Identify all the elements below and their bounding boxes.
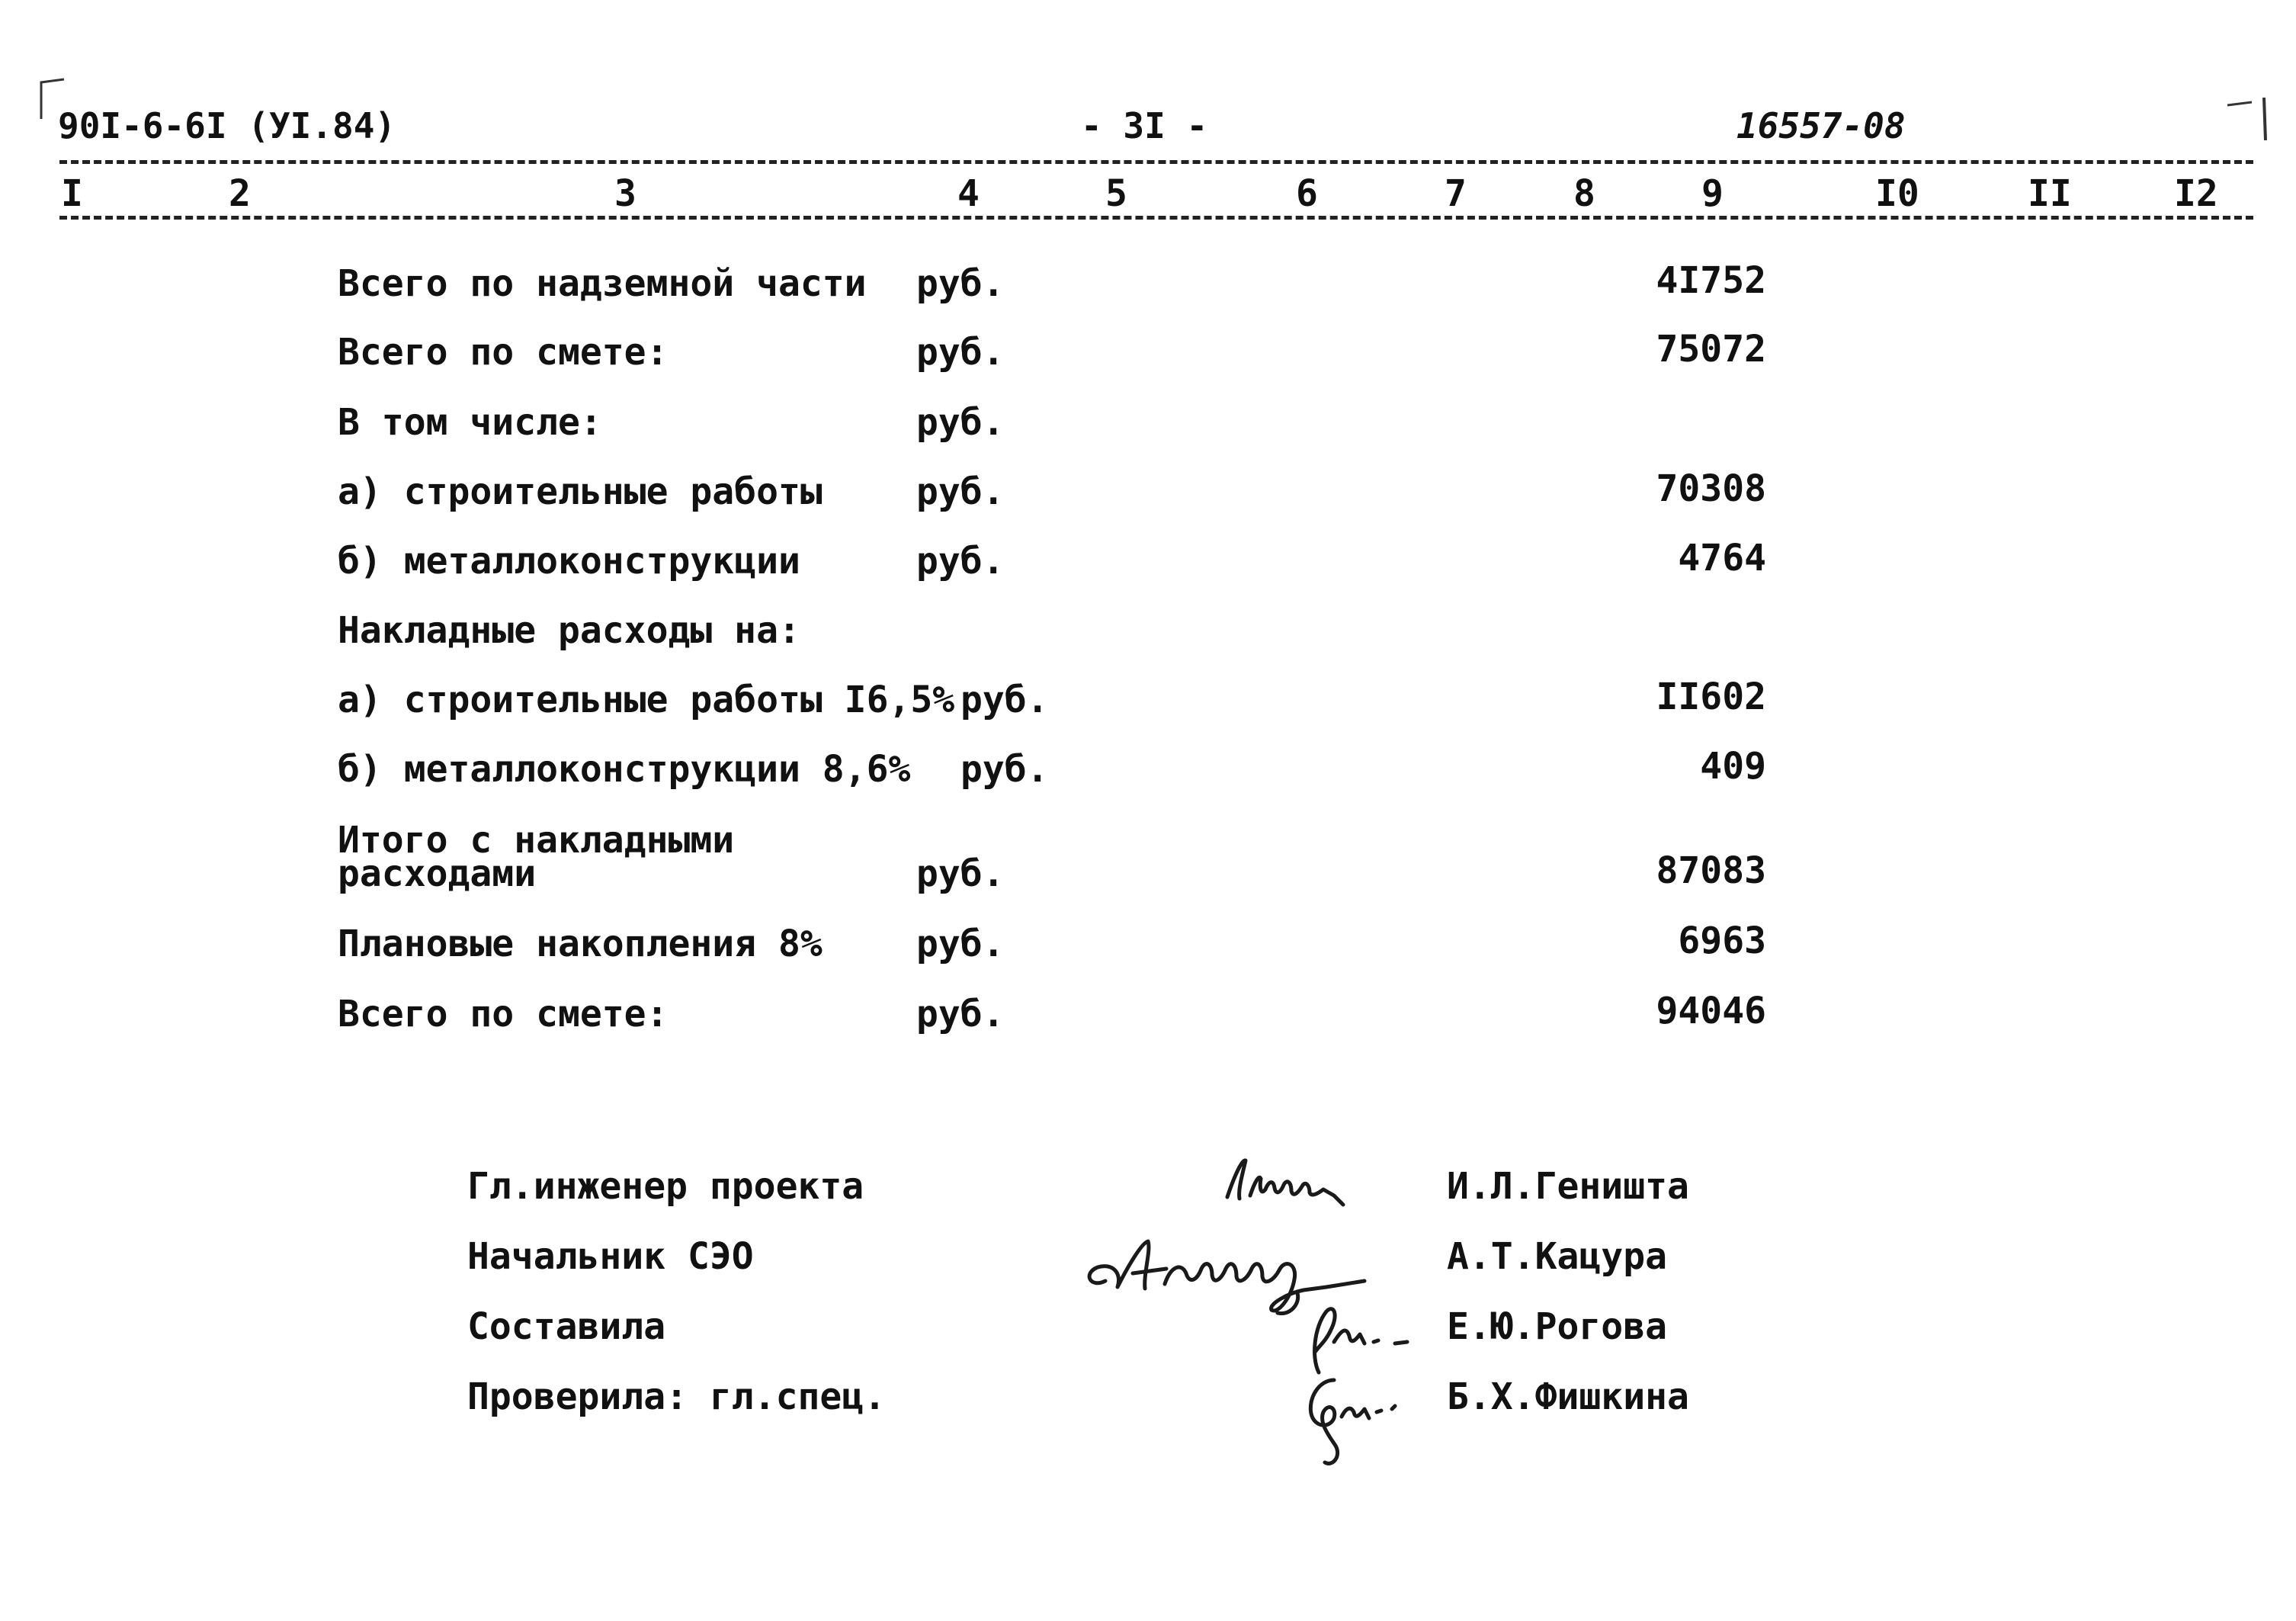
corner-mark-top-right bbox=[2226, 95, 2272, 148]
row-unit: руб. bbox=[916, 401, 1005, 444]
column-number-3: 3 bbox=[614, 172, 637, 215]
row-label: В том числе: bbox=[338, 401, 602, 444]
archive-number: 16557-08 bbox=[1736, 105, 1906, 146]
column-number-7: 7 bbox=[1445, 172, 1467, 215]
row-unit: руб. bbox=[916, 331, 1005, 374]
column-number-11: II bbox=[2028, 172, 2072, 215]
row-unit: руб. bbox=[960, 748, 1049, 791]
row-label: а) строительные работы bbox=[338, 470, 823, 513]
row-value: 4I752 bbox=[1656, 259, 1766, 302]
row-value: 87083 bbox=[1656, 849, 1766, 892]
column-number-4: 4 bbox=[957, 172, 980, 215]
row-label: а) строительные работы I6,5% bbox=[338, 679, 955, 721]
handwritten-signature-4 bbox=[1288, 1365, 1425, 1472]
document-code: 90I-6-6I (УI.84) bbox=[58, 105, 396, 146]
row-value: 70308 bbox=[1656, 467, 1766, 510]
page-number: - 3I - bbox=[1081, 105, 1208, 146]
row-value: 4764 bbox=[1678, 537, 1766, 579]
row-unit: руб. bbox=[960, 679, 1049, 721]
column-number-5: 5 bbox=[1105, 172, 1127, 215]
column-number-12: I2 bbox=[2174, 172, 2218, 215]
row-value: 409 bbox=[1700, 745, 1766, 788]
row-unit: руб. bbox=[916, 262, 1005, 305]
header-rule-bottom bbox=[59, 216, 2253, 220]
row-label: Накладные расходы на: bbox=[338, 609, 800, 652]
column-number-8: 8 bbox=[1573, 172, 1595, 215]
signature-role: Гл.инженер проекта bbox=[467, 1165, 864, 1208]
column-number-9: 9 bbox=[1701, 172, 1724, 215]
row-label: б) металлоконструкции bbox=[338, 540, 800, 583]
row-label: Всего по смете: bbox=[338, 331, 669, 374]
row-label-line2: расходами bbox=[338, 852, 537, 895]
row-value: 94046 bbox=[1656, 990, 1766, 1032]
row-value: II602 bbox=[1656, 676, 1766, 718]
signature-name: И.Л.Геништа bbox=[1447, 1165, 1689, 1208]
column-number-1: I bbox=[61, 172, 83, 215]
handwritten-signature-1 bbox=[1212, 1151, 1403, 1220]
row-label: Всего по смете: bbox=[338, 993, 669, 1035]
signature-role: Составила bbox=[467, 1305, 666, 1348]
row-label: Итого с накладными bbox=[338, 819, 735, 862]
row-unit: руб. bbox=[916, 540, 1005, 583]
row-unit: руб. bbox=[916, 852, 1005, 895]
column-number-6: 6 bbox=[1296, 172, 1318, 215]
signature-name: Е.Ю.Рогова bbox=[1447, 1305, 1667, 1348]
row-value: 6963 bbox=[1678, 920, 1766, 962]
row-unit: руб. bbox=[916, 470, 1005, 513]
row-unit: руб. bbox=[916, 923, 1005, 965]
column-number-10: I0 bbox=[1875, 172, 1919, 215]
row-unit: руб. bbox=[916, 993, 1005, 1035]
row-label: Плановые накопления 8% bbox=[338, 923, 823, 965]
row-label: б) металлоконструкции 8,6% bbox=[338, 748, 911, 791]
signature-name: А.Т.Кацура bbox=[1447, 1235, 1667, 1278]
column-number-2: 2 bbox=[229, 172, 251, 215]
signature-name: Б.Х.Фишкина bbox=[1447, 1375, 1689, 1418]
header-rule-top bbox=[59, 160, 2253, 164]
row-value: 75072 bbox=[1656, 328, 1766, 371]
signature-role: Начальник СЭО bbox=[467, 1235, 754, 1278]
row-label: Всего по надземной части bbox=[338, 262, 867, 305]
signature-role: Проверила: гл.спец. bbox=[467, 1375, 887, 1418]
